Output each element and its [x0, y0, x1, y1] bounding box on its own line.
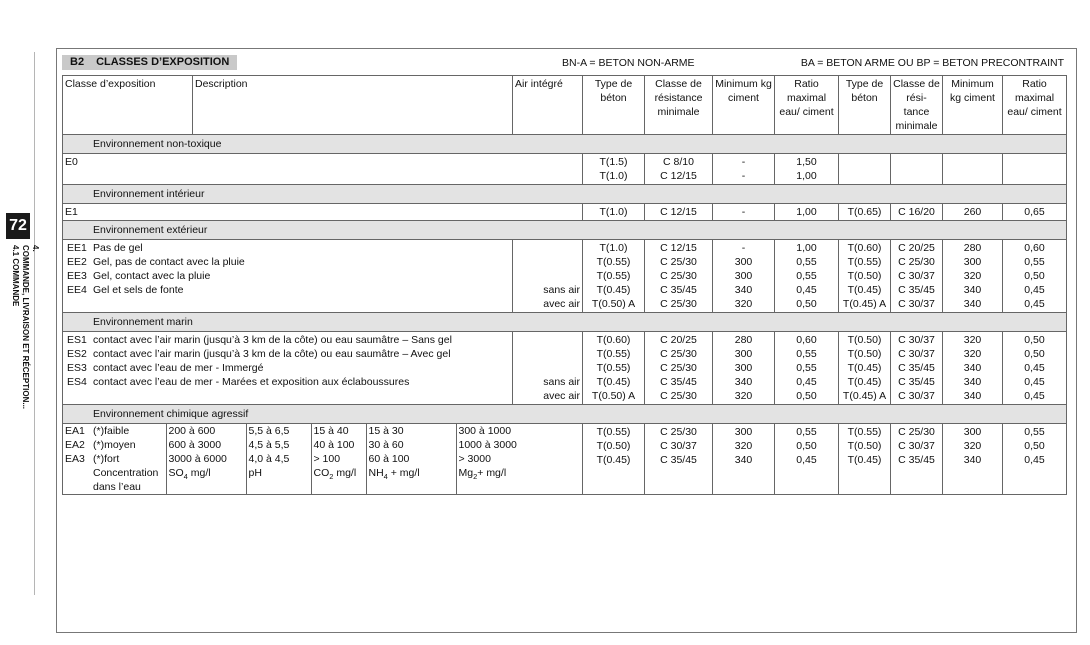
code-desc-cell: [63, 240, 513, 313]
chemical-matrix: [63, 424, 582, 494]
table-row: [63, 204, 1067, 221]
chapter-title: COMMANDE, LIVRAISON ET RÉCEPTION...: [21, 245, 30, 410]
chapter-side-label: [10, 245, 40, 409]
air-cell: sans air avec air: [513, 240, 583, 313]
table-title-badge: [62, 55, 237, 70]
ratio-bn-cell: 0,60 0,55 0,55 0,45 0,50: [775, 332, 839, 405]
code-e0: E0: [63, 154, 583, 185]
section-row: [63, 221, 1067, 240]
ph-column: 5,5 à 6,5 4,5 à 5,5 4,0 à 4,5 pH: [246, 424, 311, 494]
resist-ba-cell: C 16/20: [891, 204, 943, 221]
chemical-matrix-cell: [63, 424, 583, 495]
table-header-bar: [62, 55, 1068, 70]
table-row: [63, 240, 1067, 313]
air-cell: sans air avec air: [513, 332, 583, 405]
resist-ba-cell: C 20/25 C 25/30 C 30/37 C 35/45 C 30/37: [891, 240, 943, 313]
resist-bn-cell: C 25/30 C 30/37 C 35/45: [645, 424, 713, 495]
col-classe: Classe d’exposition: [63, 76, 193, 135]
col-air: Air intégré: [513, 76, 583, 135]
min-ba-cell: 260: [943, 204, 1003, 221]
col-type-ba: Type de béton: [839, 76, 891, 135]
col-ratio-ba: Ratio maximal eau/ ciment: [1003, 76, 1067, 135]
ratio-ba-cell: 0,55 0,50 0,45: [1003, 424, 1067, 495]
section-title-interieur: Environnement intérieur: [63, 185, 1067, 204]
type-ba-cell: T(0.50) T(0.50) T(0.45) T(0.45) T(0.45) A: [839, 332, 891, 405]
exposure-classes-table: [62, 75, 1067, 495]
section-title-marin: Environnement marin: [63, 313, 1067, 332]
type-bn-cell: T(0.55) T(0.50) T(0.45): [583, 424, 645, 495]
type-bn-cell: T(1.5) T(1.0): [583, 154, 645, 185]
code-e1: E1: [63, 204, 583, 221]
ratio-bn-cell: 1,50 1,00: [775, 154, 839, 185]
type-bn-cell: T(1.0) T(0.55) T(0.55) T(0.45) T(0.50) A: [583, 240, 645, 313]
min-ba-cell: 300 320 340: [943, 424, 1003, 495]
empty-cell: [839, 154, 891, 185]
col-resist-ba: Classe de rési- tance minimale: [891, 76, 943, 135]
min-bn-cell: 300 320 340: [713, 424, 775, 495]
ratio-bn-cell: 1,00: [775, 204, 839, 221]
section-row: [63, 135, 1067, 154]
resist-bn-cell: C 12/15 C 25/30 C 25/30 C 35/45 C 25/30: [645, 240, 713, 313]
min-bn-cell: -: [713, 204, 775, 221]
nested-desc: EE1 EE2 EE3 EE4 Pas de gel Gel, pas de contact avec la pluie Gel, contact avec la pluie Gel et sels de fonte: [67, 242, 245, 296]
section-title: 4.1 COMMANDE: [11, 245, 20, 307]
page-number: 72: [6, 213, 30, 239]
ba-bp-legend: BA = BETON ARME OU BP = BETON PRECONTRAINT: [800, 57, 1064, 69]
section-row: [63, 313, 1067, 332]
resist-ba-cell: C 25/30 C 30/37 C 35/45: [891, 424, 943, 495]
table-code: B2: [70, 56, 85, 68]
ratio-ba-cell: 0,65: [1003, 204, 1067, 221]
col-min-ba: Minimum kg ciment: [943, 76, 1003, 135]
bn-a-legend: BN-A = BETON NON-ARME: [562, 57, 695, 69]
col-min-bn: Minimum kg ciment: [713, 76, 775, 135]
type-bn-cell: T(0.60) T(0.55) T(0.55) T(0.45) T(0.50) A: [583, 332, 645, 405]
col-type-bn: Type de béton: [583, 76, 645, 135]
section-row: [63, 185, 1067, 204]
co2-column: 15 à 40 40 à 100 > 100 $CO_2$ mg/l: [311, 424, 366, 494]
chemical-levels: (*)faible (*)moyen (*)fort Concentration dans l’eau: [91, 424, 166, 494]
section-row: [63, 405, 1067, 424]
type-bn-cell: T(1.0): [583, 204, 645, 221]
chemical-codes: EA1 EA2 EA3: [65, 425, 85, 465]
resist-bn-cell: C 20/25 C 25/30 C 25/30 C 35/45 C 25/30: [645, 332, 713, 405]
empty-cell: [1003, 154, 1067, 185]
min-ba-cell: 280 300 320 340 340: [943, 240, 1003, 313]
empty-cell: [943, 154, 1003, 185]
table-title: CLASSES D’EXPOSITION: [96, 56, 230, 68]
ratio-ba-cell: 0,60 0,55 0,50 0,45 0,45: [1003, 240, 1067, 313]
col-resist-bn: Classe de résistance minimale: [645, 76, 713, 135]
nh4-column: 15 à 30 30 à 60 60 à 100 $NH_4 + mg/l$: [366, 424, 456, 494]
resist-bn-cell: C 12/15: [645, 204, 713, 221]
table-row: [63, 424, 1067, 495]
empty-cell: [891, 154, 943, 185]
section-title-chimique: Environnement chimique agressif: [63, 405, 1067, 424]
type-ba-cell: T(0.60) T(0.55) T(0.50) T(0.45) T(0.45) A: [839, 240, 891, 313]
chapter-number: 4.: [31, 245, 40, 252]
col-description: Description: [193, 76, 513, 135]
section-title-non-toxique: Environnement non-toxique: [63, 135, 1067, 154]
column-header-row: [63, 76, 1067, 135]
min-bn-cell: 280 300 300 340 320: [713, 332, 775, 405]
table-row: [63, 154, 1067, 185]
nested-desc: ES1 ES2 ES3 ES4 contact avec l’air marin (jusqu’à 3 km de la côte) ou eau saumâtre – Sans gel contact avec l’air marin (jusqu’à 3 km de la côte) ou eau saumâtre – Avec gel contact avec l’eau de mer - Immergé contact avec l’eau de mer - Marées et exposition aux éclaboussures: [67, 334, 452, 388]
so4-column: 200 à 600 600 à 3000 3000 à 6000 $SO_4$ mg/l: [166, 424, 246, 494]
type-ba-cell: T(0.65): [839, 204, 891, 221]
table-row: [63, 332, 1067, 405]
section-title-exterieur: Environnement extérieur: [63, 221, 1067, 240]
ratio-bn-cell: 0,55 0,50 0,45: [775, 424, 839, 495]
min-bn-cell: - -: [713, 154, 775, 185]
min-ba-cell: 320 320 340 340 340: [943, 332, 1003, 405]
ratio-bn-cell: 1,00 0,55 0,55 0,45 0,50: [775, 240, 839, 313]
type-ba-cell: T(0.55) T(0.50) T(0.45): [839, 424, 891, 495]
resist-ba-cell: C 30/37 C 30/37 C 35/45 C 35/45 C 30/37: [891, 332, 943, 405]
min-bn-cell: - 300 300 340 320: [713, 240, 775, 313]
mg-column: 300 à 1000 1000 à 3000 > 3000 $Mg_2+ mg/l$: [458, 425, 517, 482]
col-ratio-bn: Ratio maximal eau/ ciment: [775, 76, 839, 135]
code-desc-cell: [63, 332, 513, 405]
ratio-ba-cell: 0,50 0,50 0,45 0,45 0,45: [1003, 332, 1067, 405]
resist-bn-cell: C 8/10 C 12/15: [645, 154, 713, 185]
